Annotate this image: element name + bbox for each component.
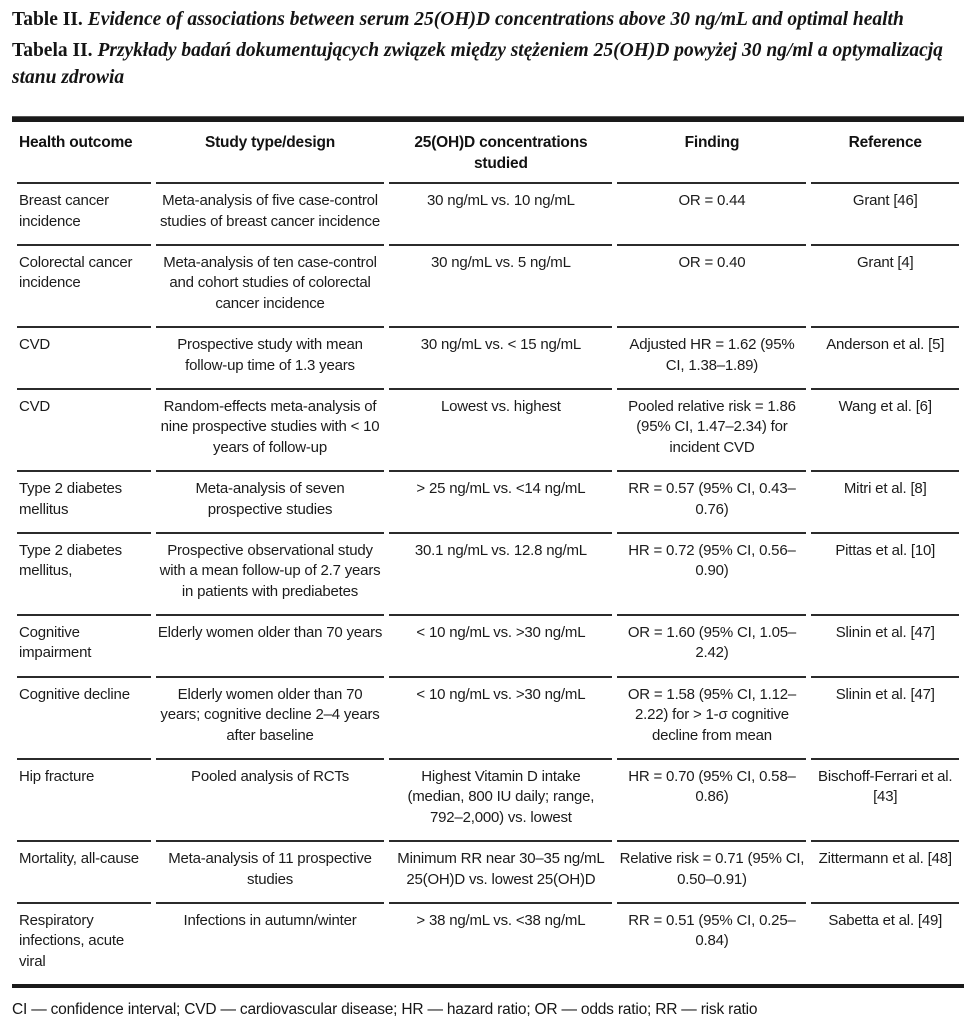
cell-concentrations: > 25 ng/mL vs. <14 ng/mL xyxy=(389,470,612,532)
col-header-finding: Finding xyxy=(684,134,740,152)
cell-health-outcome: Hip fracture xyxy=(17,758,151,840)
cell-finding: OR = 1.60 (95% CI, 1.05–2.42) xyxy=(617,614,806,676)
caption-text-en: Evidence of associations between serum 25(OH)D concentrations above 30 ng/mL and optimal health xyxy=(87,9,904,30)
table-header-row xyxy=(17,122,959,182)
cell-finding: HR = 0.72 (95% CI, 0.56–0.90) xyxy=(617,532,806,614)
caption-label-en: Table II. xyxy=(12,9,83,30)
table-row xyxy=(17,532,959,614)
caption-label-pl: Tabela II. xyxy=(12,39,93,61)
cell-study-type: Prospective study with mean follow-up time of 1.3 years xyxy=(156,326,385,388)
cell-study-type: Meta-analysis of seven prospective studies xyxy=(156,470,385,532)
abbreviations-footnote: CI — confidence interval; CVD — cardiovascular disease; HR — hazard ratio; OR — odds ratio; RR — risk ratio xyxy=(12,1001,758,1019)
table-row xyxy=(17,182,959,244)
cell-health-outcome: Cognitive decline xyxy=(17,676,151,758)
cell-health-outcome: Respiratory infections, acute viral xyxy=(17,902,151,984)
cell-study-type: Prospective observational study with a mean follow-up of 2.7 years in patients with prediabetes xyxy=(156,532,385,614)
evidence-table xyxy=(12,122,964,984)
cell-reference: Anderson et al. [5] xyxy=(811,326,959,388)
cell-concentrations: 30 ng/mL vs. 5 ng/mL xyxy=(389,244,612,326)
cell-health-outcome: Cognitive impairment xyxy=(17,614,151,676)
cell-concentrations: 30 ng/mL vs. < 15 ng/mL xyxy=(389,326,612,388)
cell-study-type: Meta-analysis of 11 prospective studies xyxy=(156,840,385,902)
cell-finding: HR = 0.70 (95% CI, 0.58–0.86) xyxy=(617,758,806,840)
cell-reference: Grant [46] xyxy=(811,182,959,244)
cell-concentrations: < 10 ng/mL vs. >30 ng/mL xyxy=(389,676,612,758)
table-row xyxy=(17,326,959,388)
cell-study-type: Pooled analysis of RCTs xyxy=(156,758,385,840)
table-row xyxy=(17,470,959,532)
cell-finding: OR = 0.40 xyxy=(617,244,806,326)
table-row xyxy=(17,244,959,326)
cell-study-type: Elderly women older than 70 years; cognitive decline 2–4 years after baseline xyxy=(156,676,385,758)
cell-health-outcome: Type 2 diabetes mellitus, xyxy=(17,532,151,614)
table-row xyxy=(17,388,959,470)
cell-concentrations: Minimum RR near 30–35 ng/mL 25(OH)D vs. lowest 25(OH)D xyxy=(389,840,612,902)
col-header-reference: Reference xyxy=(848,134,922,152)
cell-reference: Bischoff-Ferrari et al. [43] xyxy=(811,758,959,840)
cell-reference: Slinin et al. [47] xyxy=(811,614,959,676)
col-header-concentrations: 25(OH)D concentrations studied xyxy=(414,134,588,173)
cell-finding: OR = 0.44 xyxy=(617,182,806,244)
cell-study-type: Elderly women older than 70 years xyxy=(156,614,385,676)
cell-finding: OR = 1.58 (95% CI, 1.12–2.22) for > 1-σ cognitive decline from mean xyxy=(617,676,806,758)
cell-reference: Zittermann et al. [48] xyxy=(811,840,959,902)
table-row xyxy=(17,902,959,984)
cell-concentrations: Lowest vs. highest xyxy=(389,388,612,470)
cell-concentrations: Highest Vitamin D intake (median, 800 IU daily; range, 792–2,000) vs. lowest xyxy=(389,758,612,840)
col-header-health-outcome: Health outcome xyxy=(19,134,133,152)
cell-study-type: Meta-analysis of five case-control studies of breast cancer incidence xyxy=(156,182,385,244)
table-row xyxy=(17,758,959,840)
caption-text-pl: Przykłady badań dokumentujących związek między stężeniem 25(OH)D powyżej 30 ng/ml a optymalizacją stanu zdrowia xyxy=(12,39,943,89)
cell-reference: Pittas et al. [10] xyxy=(811,532,959,614)
table-body xyxy=(17,182,959,984)
cell-reference: Grant [4] xyxy=(811,244,959,326)
cell-study-type: Random-effects meta-analysis of nine prospective studies with < 10 years of follow-up xyxy=(156,388,385,470)
cell-concentrations: > 38 ng/mL vs. <38 ng/mL xyxy=(389,902,612,984)
cell-health-outcome: CVD xyxy=(17,326,151,388)
cell-study-type: Meta-analysis of ten case-control and cohort studies of colorectal cancer incidence xyxy=(156,244,385,326)
cell-health-outcome: CVD xyxy=(17,388,151,470)
cell-concentrations: 30 ng/mL vs. 10 ng/mL xyxy=(389,182,612,244)
cell-finding: RR = 0.57 (95% CI, 0.43–0.76) xyxy=(617,470,806,532)
cell-health-outcome: Colorectal cancer incidence xyxy=(17,244,151,326)
table-caption-english xyxy=(12,6,964,34)
table-bottom-rule xyxy=(12,984,964,988)
table-row xyxy=(17,676,959,758)
cell-finding: Adjusted HR = 1.62 (95% CI, 1.38–1.89) xyxy=(617,326,806,388)
cell-concentrations: < 10 ng/mL vs. >30 ng/mL xyxy=(389,614,612,676)
table-row xyxy=(17,614,959,676)
cell-study-type: Infections in autumn/winter xyxy=(156,902,385,984)
cell-health-outcome: Mortality, all-cause xyxy=(17,840,151,902)
table-caption-polish xyxy=(12,37,964,92)
cell-finding: Relative risk = 0.71 (95% CI, 0.50–0.91) xyxy=(617,840,806,902)
cell-health-outcome: Type 2 diabetes mellitus xyxy=(17,470,151,532)
cell-health-outcome: Breast cancer incidence xyxy=(17,182,151,244)
cell-concentrations: 30.1 ng/mL vs. 12.8 ng/mL xyxy=(389,532,612,614)
table-row xyxy=(17,840,959,902)
cell-reference: Sabetta et al. [49] xyxy=(811,902,959,984)
cell-finding: Pooled relative risk = 1.86 (95% CI, 1.47–2.34) for incident CVD xyxy=(617,388,806,470)
col-header-study-type: Study type/design xyxy=(204,134,336,152)
cell-reference: Mitri et al. [8] xyxy=(811,470,959,532)
cell-reference: Wang et al. [6] xyxy=(811,388,959,470)
cell-reference: Slinin et al. [47] xyxy=(811,676,959,758)
cell-finding: RR = 0.51 (95% CI, 0.25–0.84) xyxy=(617,902,806,984)
